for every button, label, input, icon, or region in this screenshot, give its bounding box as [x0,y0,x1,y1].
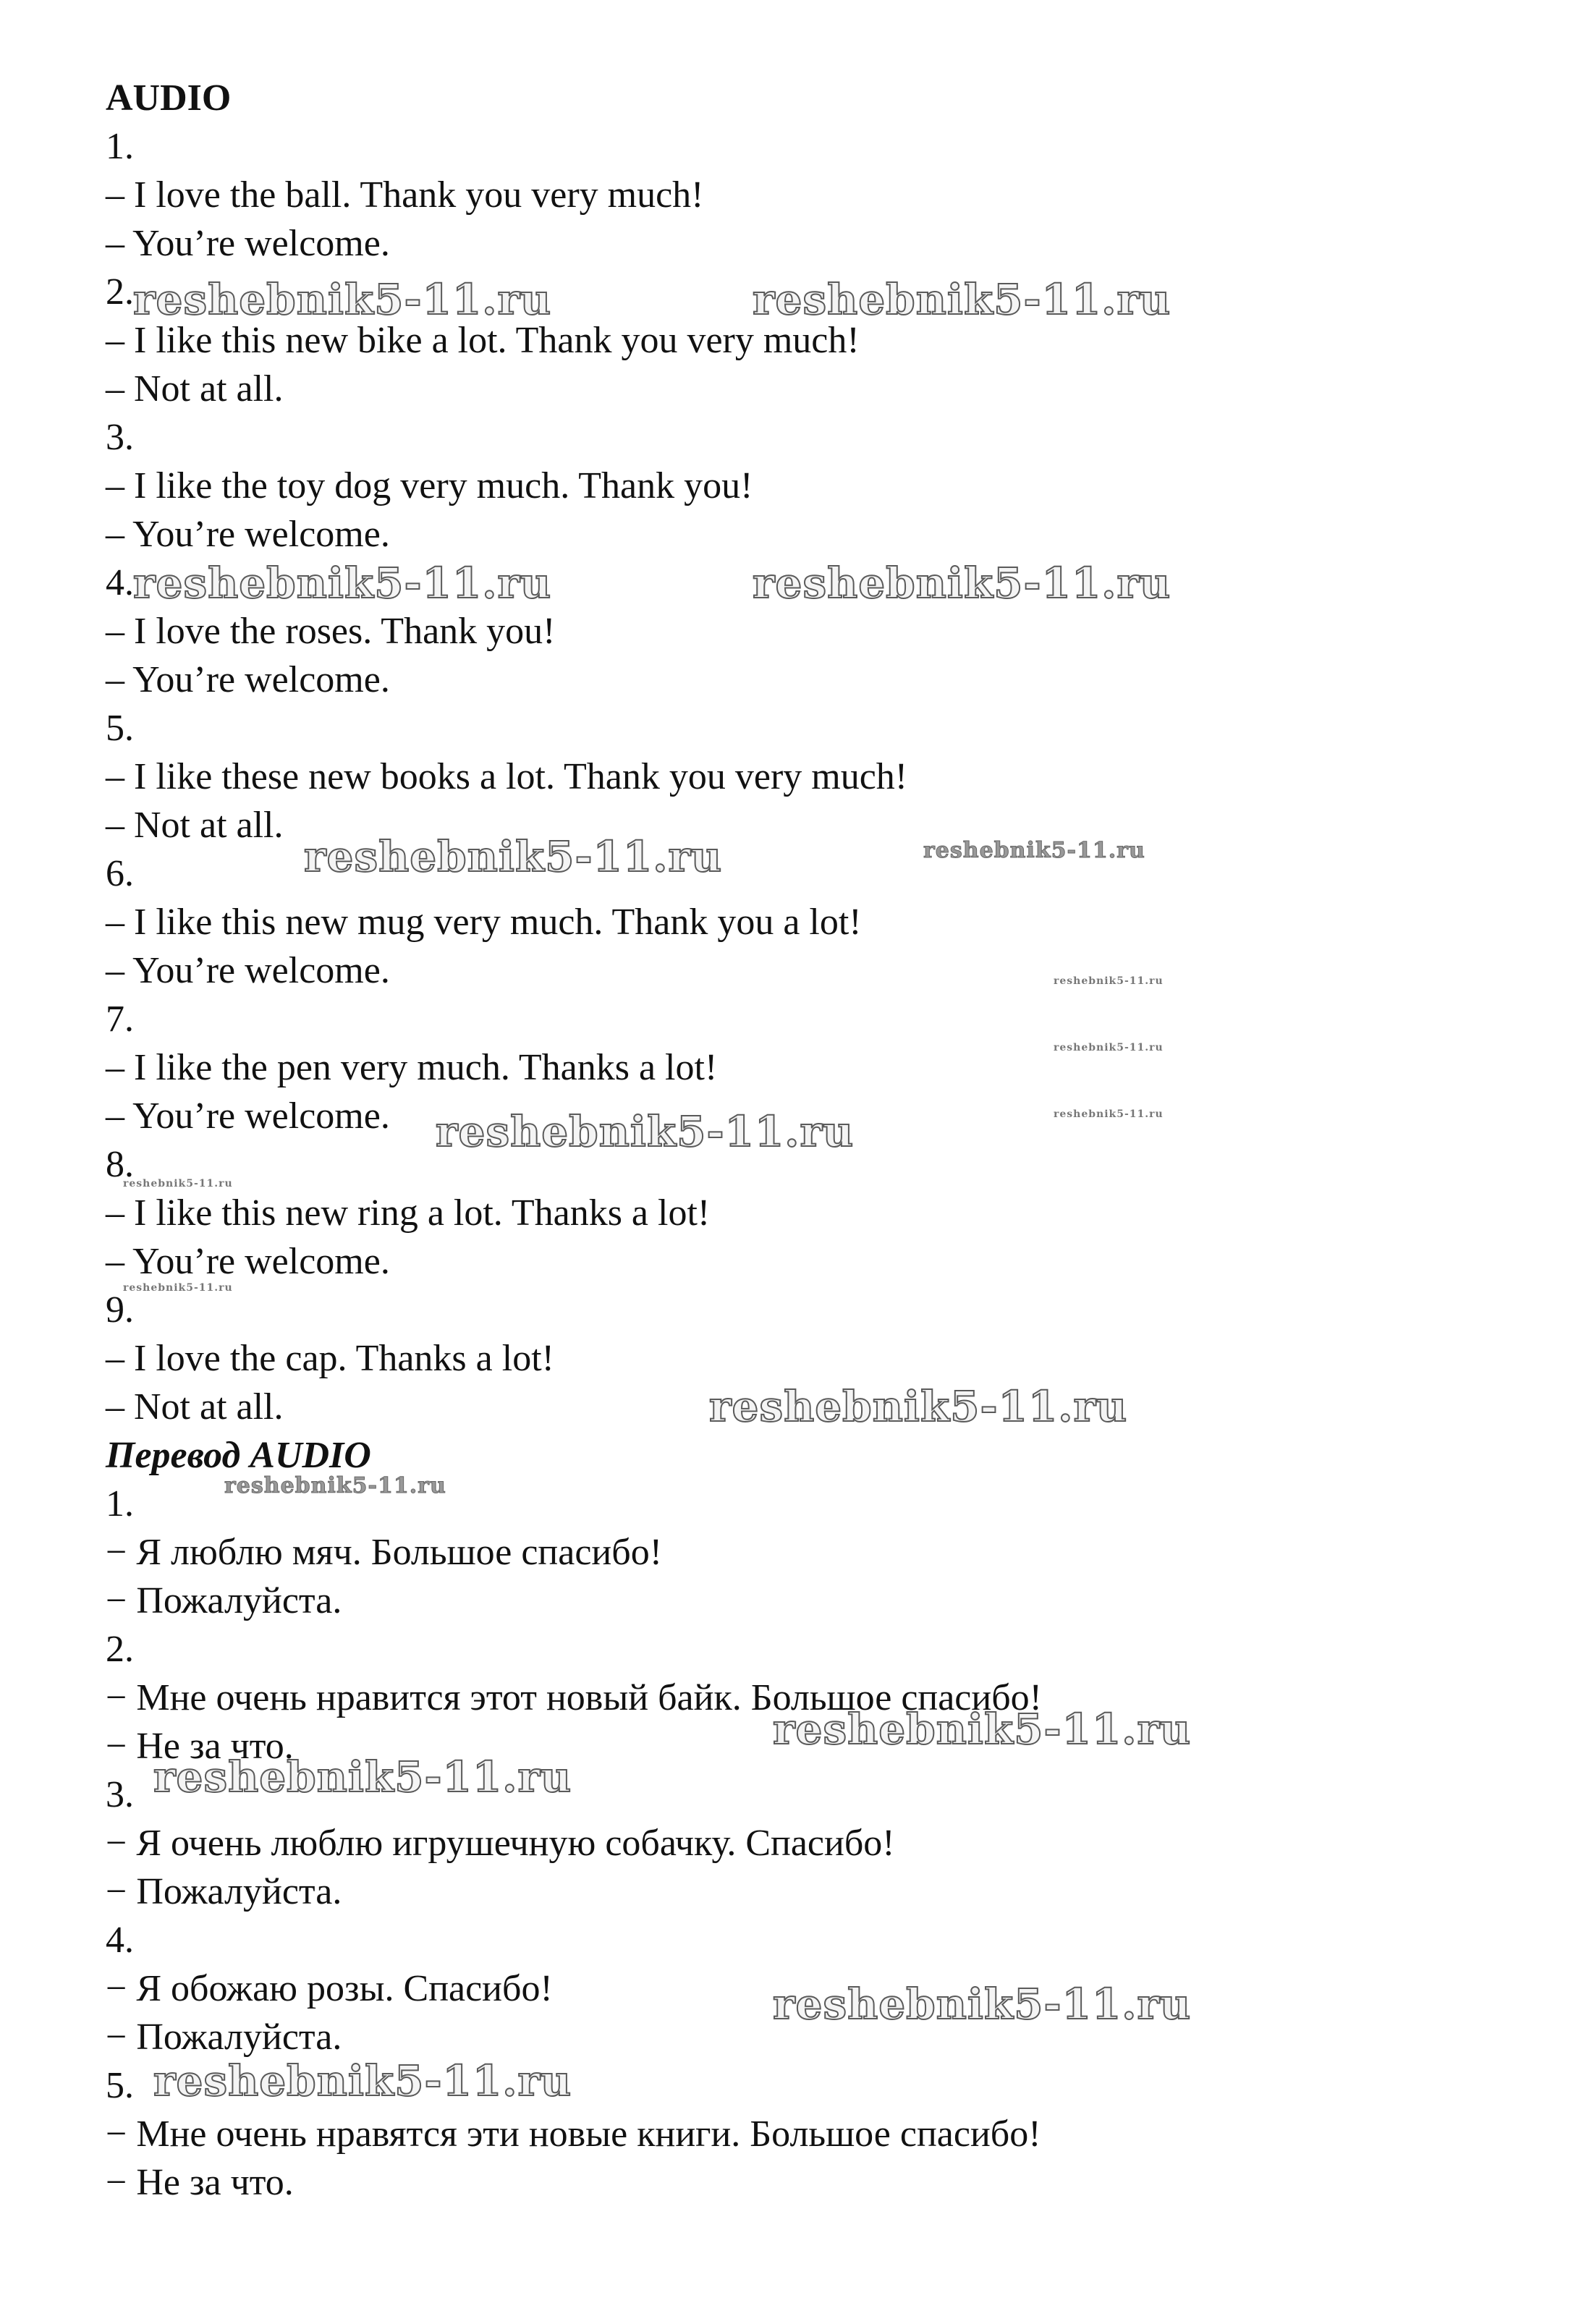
item-number: 2. [106,1629,134,1670]
dialogue-line: – I like these new books a lot. Thank you very much! [106,756,908,797]
dialogue-line: – I like this new ring a lot. Thanks a lot! [106,1192,711,1234]
translation-reply: − Пожалуйста. [106,1871,342,1912]
item-number: 4. [106,562,134,603]
translation-reply: − Не за что. [106,2162,294,2203]
item-number: 5. [106,2065,134,2106]
watermark: reshebnik5-11.ru [304,832,723,881]
dialogue-9 [106,1286,1480,1431]
item-number: 3. [106,1774,134,1815]
item-number: 7. [106,998,134,1040]
item-number: 4. [106,1920,134,1961]
audio-heading: AUDIO [106,77,232,119]
watermark: reshebnik5-11.ru [753,559,1171,608]
watermark: reshebnik5-11.ru [224,1473,446,1498]
watermark: reshebnik5-11.ru [153,2056,572,2105]
dialogue-reply: – You’re welcome. [106,950,390,991]
watermark: reshebnik5-11.ru [123,1178,233,1189]
item-number: 9. [106,1289,134,1331]
dialogue-line: – I love the ball. Thank you very much! [106,174,704,216]
watermark: reshebnik5-11.ru [133,275,552,324]
translation-line: − Я обожаю розы. Спасибо! [106,1968,553,2009]
item-number: 5. [106,708,134,749]
dialogue-reply: – You’re welcome. [106,659,390,700]
dialogue-3 [106,413,1480,559]
dialogue-line: – I like this new mug very much. Thank you a lot! [106,902,862,943]
watermark: reshebnik5-11.ru [923,838,1145,863]
dialogue-6 [106,849,1480,995]
dialogue-reply: – You’re welcome. [106,1095,390,1137]
dialogue-reply: – You’re welcome. [106,1241,390,1282]
translation-3 [106,1770,1480,1916]
watermark: reshebnik5-11.ru [153,1752,572,1802]
translation-heading: Перевод AUDIO [106,1435,371,1476]
translation-line: − Я люблю мяч. Большое спасибо! [106,1532,663,1573]
dialogue-8 [106,1140,1480,1286]
translation-reply: − Пожалуйста. [106,1580,342,1621]
watermark: reshebnik5-11.ru [773,1980,1192,2029]
watermark: reshebnik5-11.ru [1054,1108,1164,1120]
item-number: 1. [106,1483,134,1524]
translation-line: − Мне очень нравится этот новый байк. Большое спасибо! [106,1677,1042,1718]
dialogue-reply: – Not at all. [106,368,284,410]
dialogue-4 [106,559,1480,704]
item-number: 3. [106,417,134,458]
item-number: 8. [106,1144,134,1185]
dialogue-7 [106,995,1480,1140]
translation-reply: − Не за что. [106,1726,294,1767]
translation-5 [106,2061,1480,2207]
translation-line: − Я очень люблю игрушечную собачку. Спасибо! [106,1823,895,1864]
dialogue-reply: – Not at all. [106,1386,284,1428]
dialogue-1 [106,122,1480,268]
dialogue-line: – I love the roses. Thank you! [106,611,556,652]
item-number: 2. [106,271,134,313]
dialogue-2 [106,268,1480,413]
translation-reply: − Пожалуйста. [106,2016,342,2058]
watermark: reshebnik5-11.ru [753,275,1171,324]
translation-1 [106,1480,1480,1625]
watermark: reshebnik5-11.ru [709,1382,1128,1431]
dialogue-line: – I like this new bike a lot. Thank you very much! [106,320,860,361]
dialogue-reply: – You’re welcome. [106,514,390,555]
watermark: reshebnik5-11.ru [123,1282,233,1294]
dialogue-line: – I like the toy dog very much. Thank you! [106,465,753,506]
dialogue-line: – I like the pen very much. Thanks a lot! [106,1047,718,1088]
dialogue-reply: – You’re welcome. [106,223,390,264]
watermark: reshebnik5-11.ru [1054,975,1164,987]
item-number: 1. [106,126,134,167]
watermark: reshebnik5-11.ru [133,559,552,608]
item-number: 6. [106,853,134,894]
document-page [106,74,1480,2207]
translation-line: − Мне очень нравятся эти новые книги. Большое спасибо! [106,2113,1041,2155]
watermark: reshebnik5-11.ru [773,1705,1192,1754]
watermark: reshebnik5-11.ru [436,1107,855,1156]
translation-2 [106,1625,1480,1770]
dialogue-line: – I love the cap. Thanks a lot! [106,1338,554,1379]
dialogue-reply: – Not at all. [106,805,284,846]
translation-4 [106,1916,1480,2061]
watermark: reshebnik5-11.ru [1054,1042,1164,1053]
dialogue-5 [106,704,1480,849]
